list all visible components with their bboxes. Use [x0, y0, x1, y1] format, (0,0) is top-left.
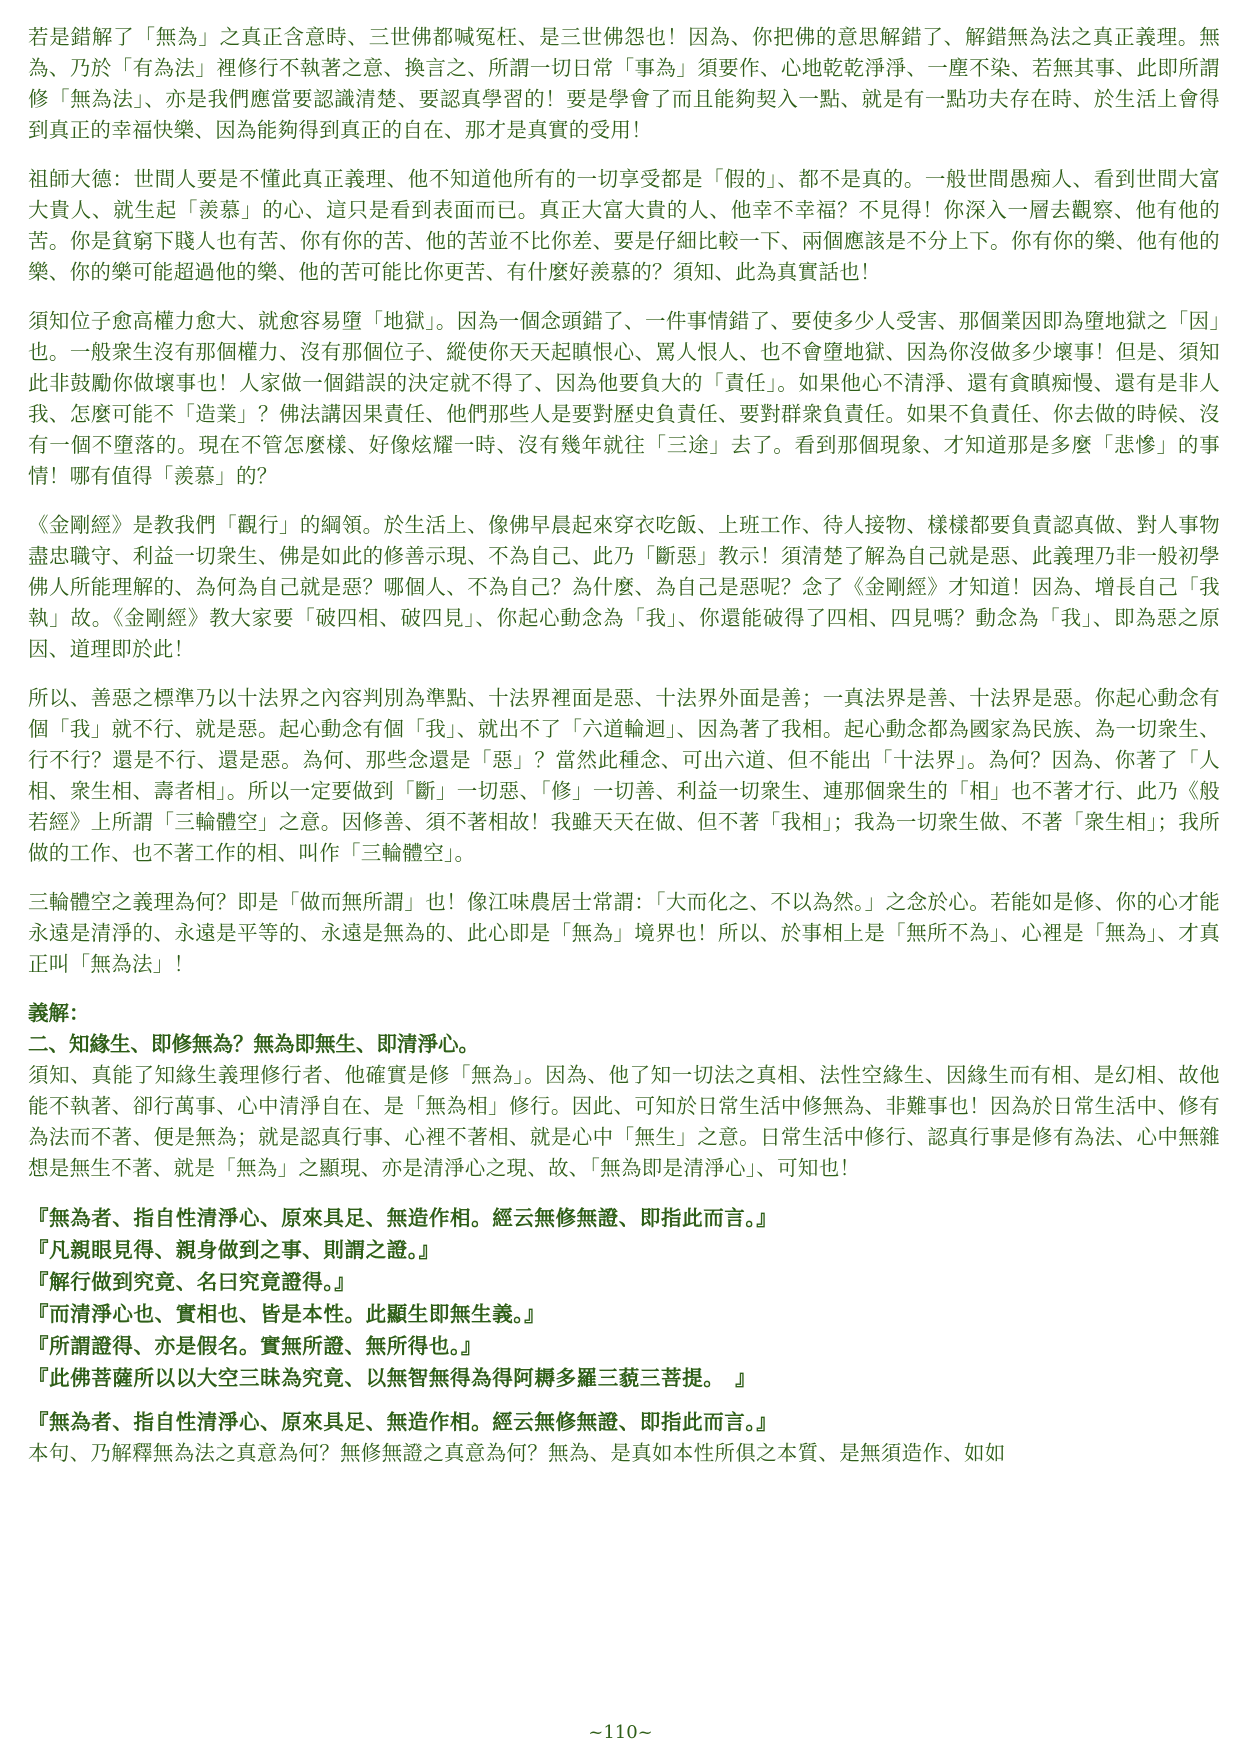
paragraph-3: 須知位子愈高權力愈大、就愈容易墮「地獄」。因為一個念頭錯了、一件事情錯了、要使多少人受害、那個業因即為墮地獄之「因」也。一般衆生沒有那個權力、沒有那個位子、縱使你天天起瞋恨心、罵人恨人、也不會墮地獄、因為你沒做多少壞事！但是、須知此非鼓勵你做壞事也！人家做一個錯誤的決定就不得了、因為他要負大的「責任」。如果他心不清淨、還有貪瞋痴慢、還有是非人我、怎麼可能不「造業」？佛法講因果責任、他們那些人是要對歷史負責任、要對群衆負責任。如果不負責任、你去做的時候、沒有一個不墮落的。現在不管怎麼樣、好像炫耀一時、沒有幾年就往「三途」去了。看到那個現象、才知道那是多麼「悲慘」的事情！哪有值得「羨慕」的？ [28, 309, 1220, 488]
quote-item: 『所謂證得、亦是假名。實無所證、無所得也。』 [28, 1334, 482, 1358]
repeat-quote: 『無為者、指自性清淨心、原來具足、無造作相。經云無修無證、即指此而言。』 [28, 1410, 778, 1434]
paragraph-2: 祖師大德：世間人要是不懂此真正義理、他不知道他所有的一切享受都是「假的」、都不是真的。一般世間愚痴人、看到世間大富大貴人、就生起「羨慕」的心、這只是看到表面而已。真正大富大貴的人、他幸不幸福？不見得！你深入一層去觀察、他有他的苦。你是貧窮下賤人也有苦、你有你的苦、他的苦並不比你差、要是仔細比較一下、兩個應該是不分上下。你有你的樂、他有他的樂、你的樂可能超過他的樂、他的苦可能比你更苦、有什麼好羨慕的？須知、此為真實話也！ [28, 167, 1220, 284]
quote-item: 『而清淨心也、實相也、皆是本性。此顯生即無生義。』 [28, 1302, 546, 1326]
paragraph-5: 所以、善惡之標準乃以十法界之內容判別為準點、十法界裡面是惡、十法界外面是善；一真法界是善、十法界是惡。你起心動念有個「我」就不行、就是惡。起心動念有個「我」、就出不了「六道輪迴」、因為著了我相。起心動念都為國家為民族、為一切衆生、行不行？還是不行、還是惡。為何、那些念還是「惡」？當然此種念、可出六道、但不能出「十法界」。為何？因為、你著了「人相、衆生相、壽者相」。所以一定要做到「斷」一切惡、「修」一切善、利益一切衆生、連那個衆生的「相」也不著才行、此乃《般若經》上所謂「三輪體空」之意。因修善、須不著相故！我雖天天在做、但不著「我相」；我為一切衆生做、不著「衆生相」；我所做的工作、也不著工作的相、叫作「三輪體空」。 [28, 686, 1220, 865]
quote-list [28, 1202, 1220, 1394]
quote-item: 『無為者、指自性清淨心、原來具足、無造作相。經云無修無證、即指此而言。』 [28, 1206, 778, 1230]
quote-item: 『凡親眼見得、親身做到之事、則謂之證。』 [28, 1238, 440, 1262]
paragraph-6: 三輪體空之義理為何？即是「做而無所謂」也！像江味農居士常謂：「大而化之、不以為然。」之念於心。若能如是修、你的心才能永遠是清淨的、永遠是平等的、永遠是無為的、此心即是「無為」境界也！所以、於事相上是「無所不為」、心裡是「無為」、才真正叫「無為法」！ [28, 890, 1220, 976]
section-heading: 二、知緣生、即修無為？無為即無生、即清淨心。 [28, 1032, 479, 1056]
quote-item: 『此佛菩薩所以以大空三昧為究竟、以無智無得為得阿耨多羅三藐三菩提。 』 [28, 1366, 757, 1390]
section-label: 義解： [28, 1001, 90, 1025]
paragraph-1: 若是錯解了「無為」之真正含意時、三世佛都喊冤枉、是三世佛怨也！因為、你把佛的意思解錯了、解錯無為法之真正義理。無為、乃於「有為法」裡修行不執著之意、換言之、所謂一切日常「事為」須要作、心地乾乾淨淨、一塵不染、若無其事、此即所謂修「無為法」、亦是我們應當要認識清楚、要認真學習的！要是學會了而且能夠契入一點、就是有一點功夫存在時、於生活上會得到真正的幸福快樂、因為能夠得到真正的自在、那才是真實的受用！ [28, 25, 1220, 142]
page-number: ~110~ [588, 1722, 653, 1743]
section-body: 須知、真能了知緣生義理修行者、他確實是修「無為」。因為、他了知一切法之真相、法性空緣生、因緣生而有相、是幻相、故他能不執著、卻行萬事、心中清淨自在、是「無為相」修行。因此、可知於日常生活中修無為、非難事也！因為於日常生活中、修有為法而不著、便是無為；就是認真行事、心裡不著相、就是心中「無生」之意。日常生活中修行、認真行事是修有為法、心中無雜想是無生不著、就是「無為」之顯現、亦是清淨心之現、故、「無為即是清淨心」、可知也！ [28, 1063, 1220, 1180]
paragraph-4: 《金剛經》是教我們「觀行」的綱領。於生活上、像佛早晨起來穿衣吃飯、上班工作、待人接物、樣樣都要負責認真做、對人事物盡忠職守、利益一切衆生、佛是如此的修善示現、不為自己、此乃「斷惡」教示！須清楚了解為自己就是惡、此義理乃非一般初學佛人所能理解的、為何為自己就是惡？哪個人、不為自己？為什麼、為自己是惡呢？念了《金剛經》才知道！因為、增長自己「我執」故。《金剛經》教大家要「破四相、破四見」、你起心動念為「我」、你還能破得了四相、四見嗎？動念為「我」、即為惡之原因、道理即於此！ [28, 513, 1220, 661]
quote-item: 『解行做到究竟、名曰究竟證得。』 [28, 1270, 356, 1294]
document-page [28, 22, 1220, 1469]
closing-text: 本句、乃解釋無為法之真意為何？無修無證之真意為何？無為、是真如本性所俱之本質、是無須造作、如如 [28, 1441, 1006, 1465]
